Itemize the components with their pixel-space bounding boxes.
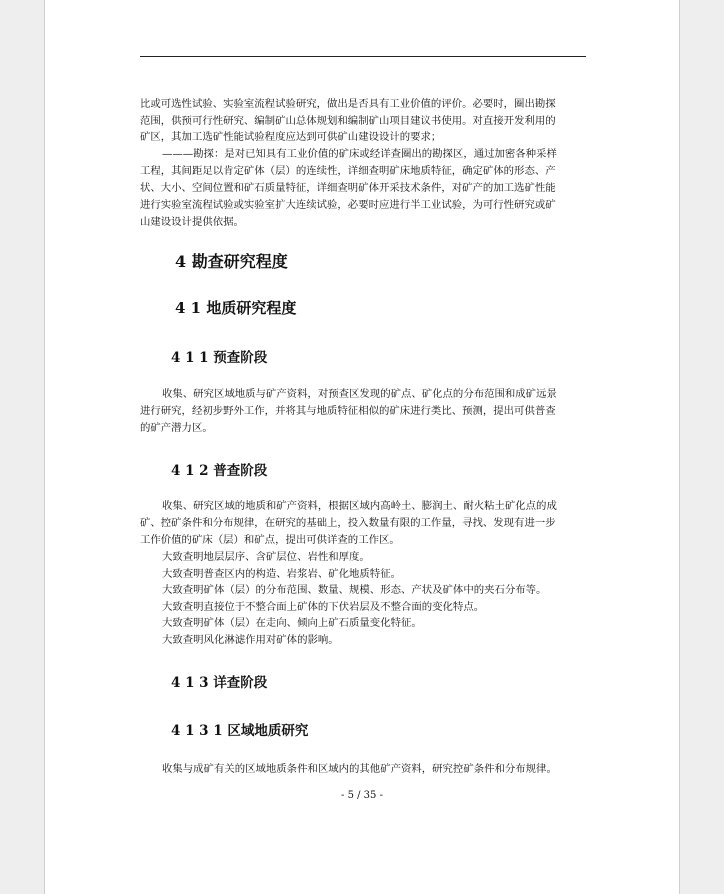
paragraph-line: ———勘探：是对已知具有工业价值的矿床或经详查圈出的勘探区，通过加密各种采样 — [162, 148, 557, 160]
paragraph-line: 进行研究，经初步野外工作，并将其与地质特征相似的矿床进行类比、预测，提出可供普查 — [140, 405, 556, 417]
paragraph-line: 收集、研究区域地质与矿产资料，对预查区发现的矿点、矿化点的分布范围和成矿远景 — [162, 388, 557, 400]
document-page — [44, 0, 680, 894]
paragraph-line: 山建设设计提供依据。 — [140, 216, 244, 228]
paragraph-line: 矿区，其加工选矿性能试验程度应达到可供矿山建设设计的要求； — [140, 131, 442, 143]
list-item: 大致查明地层层序、含矿层位、岩性和厚度。 — [162, 551, 370, 563]
section-heading-4-1-2: 4 1 2 普查阶段 — [171, 463, 268, 479]
paragraph-line: 收集、研究区域的地质和矿产资料，根据区域内高岭土、膨润土、耐火粘土矿化点的成 — [162, 500, 557, 512]
list-item: 大致查明风化淋滤作用对矿体的影响。 — [162, 634, 339, 646]
list-item: 大致查明矿体（层）的分布范围、数量、规模、形态、产状及矿体中的夹石分布等。 — [162, 584, 547, 596]
paragraph-line: 比或可选性试验、实验室流程试验研究，做出是否具有工业价值的评价。必要时，圈出勘探 — [140, 98, 556, 110]
section-heading-4-1-3: 4 1 3 详查阶段 — [171, 675, 268, 691]
header-rule — [140, 56, 586, 57]
paragraph-line: 范围，供预可行性研究、编制矿山总体规划和编制矿山项目建议书使用。对直接开发利用的 — [140, 115, 556, 127]
list-item: 大致查明普查区内的构造、岩浆岩、矿化地质特征。 — [162, 568, 401, 580]
section-heading-4-1-3-1: 4 1 3 1 区域地质研究 — [171, 723, 309, 739]
paragraph-line: 进行实验室流程试验或实验室扩大连续试验，必要时应进行半工业试验，为可行性研究或矿 — [140, 199, 556, 211]
paragraph-line: 的矿产潜力区。 — [140, 422, 213, 434]
paragraph-line: 收集与成矿有关的区域地质条件和区域内的其他矿产资料，研究控矿条件和分布规律。 — [162, 763, 557, 775]
paragraph-line: 工程，其间距足以肯定矿体（层）的连续性，详细查明矿床地质特征，确定矿体的形态、产 — [140, 165, 556, 177]
paragraph-line: 状、大小、空间位置和矿石质量特征，详细查明矿体开采技术条件，对矿产的加工选矿性能 — [140, 182, 556, 194]
section-heading-4-1: 4 1 地质研究程度 — [175, 299, 297, 317]
page-number: - 5 / 35 - — [341, 790, 383, 801]
list-item: 大致查明直接位于不整合面上矿体的下伏岩层及不整合面的变化特点。 — [162, 601, 485, 613]
paragraph-line: 工作价值的矿床（层）和矿点，提出可供详查的工作区。 — [140, 534, 400, 546]
paragraph-line: 矿、控矿条件和分布规律，在研究的基础上，投入数量有限的工作量，寻找、发现有进一步 — [140, 517, 556, 529]
list-item: 大致查明矿体（层）在走向、倾向上矿石质量变化特征。 — [162, 617, 422, 629]
section-heading-4-1-1: 4 1 1 预查阶段 — [171, 350, 268, 366]
section-heading-4: 4 勘查研究程度 — [175, 252, 288, 271]
